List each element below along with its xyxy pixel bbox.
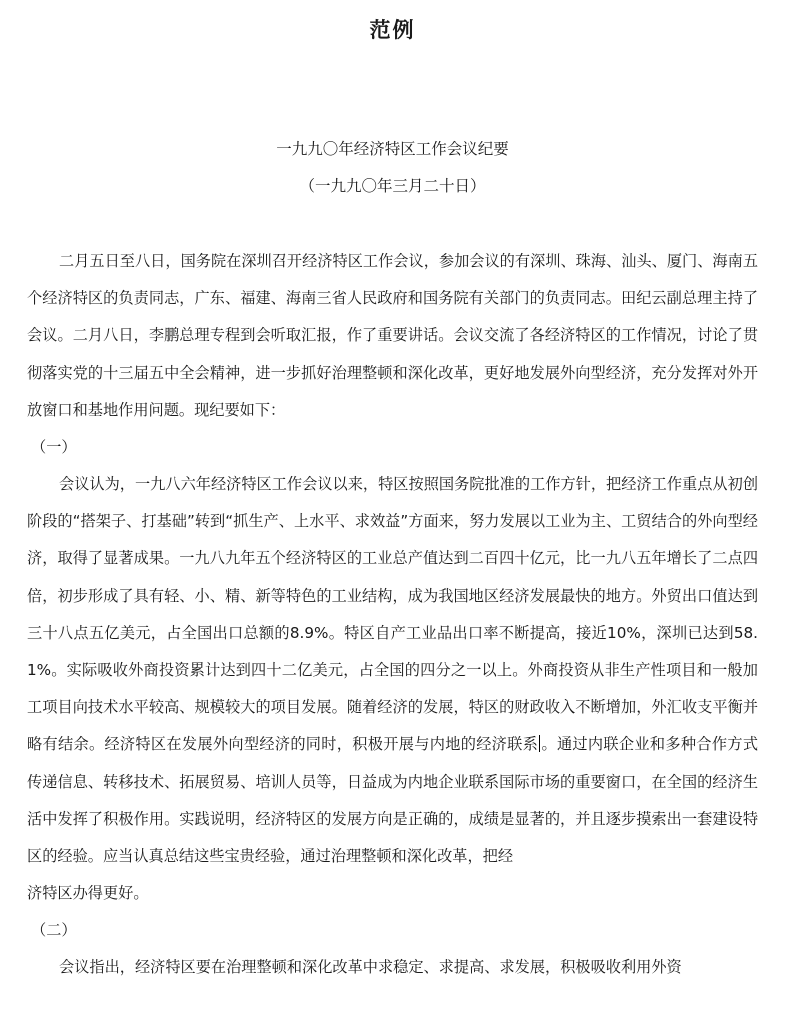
page-title: 范例: [369, 17, 416, 42]
paragraph-section-1-text-b: 。通过内联企业和多种合作方式传递信息、转移技术、拓展贸易、培训人员等，日益成为内地企业联系国际市场的重要窗口，在全国的经济生活中发挥了积极作用。实践说明，经济特区的发展方向是正确的，成绩是显著的，并且逐步摸索出一套建设特区的经验。应当认真总结这些宝贵经验，通过治理整顿和深化改革，把经: [27, 735, 759, 866]
paragraph-section-1-text-a: 会议认为，一九八六年经济特区工作会议以来，特区按照国务院批准的工作方针，把经济工作重点从初创阶段的“搭架子、打基础”转到“抓生产、上水平、求效益”方面来，努力发展以工业为主、工贸结合的外向型经济，取得了显著成果。一九八九年五个经济特区的工业总产值达到二百四十亿元，比一九八五年增长了二点四倍，初步形成了具有轻、小、精、新等特色的工业结构，成为我国地区经济发展最快的地方。外贸出口值达到三十八点五亿美元，占全国出口总额的8.9%。特区自产工业品出口率不断提高，接近10%，深圳已达到58.1%。实际吸收外商投资累计达到四十二亿美元，占全国的四分之一以上。外商投资从非生产性项目和一般加工项目向技术水平较高、规模较大的项目发展。随着经济的发展，特区的财政收入不断增加，外汇收支平衡并略有结余。经济特区在发展外向型经济的同时，积极开展与内地的经济联系: [27, 475, 758, 754]
section-label-1: （一）: [31, 438, 77, 457]
paragraph-section-1[interactable]: [27, 466, 758, 875]
document-body[interactable]: [27, 243, 758, 987]
paragraph-section-1-tail[interactable]: 济特区办得更好。: [27, 884, 149, 903]
paragraph-intro[interactable]: 二月五日至八日，国务院在深圳召开经济特区工作会议，参加会议的有深圳、珠海、汕头、厦门、海南五个经济特区的负责同志，广东、福建、海南三省人民政府和国务院有关部门的负责同志。田纪云副总理主持了会议。二月八日，李鹏总理专程到会听取汇报，作了重要讲话。会议交流了各经济特区的工作情况，讨论了贯彻落实党的十三届五中全会精神，进一步抓好治理整顿和深化改革，更好地发展外向型经济，充分发挥对外开放窗口和基地作用问题。现纪要如下：: [27, 252, 758, 419]
section-label-2: （二）: [31, 921, 77, 940]
text-cursor: [539, 735, 540, 752]
paragraph-section-2[interactable]: 会议指出，经济特区要在治理整顿和深化改革中求稳定、求提高、求发展，积极吸收利用外资: [59, 958, 682, 977]
document-date: （一九九〇年三月二十日）: [299, 177, 486, 195]
document-heading: 一九九〇年经济特区工作会议纪要: [276, 140, 509, 158]
